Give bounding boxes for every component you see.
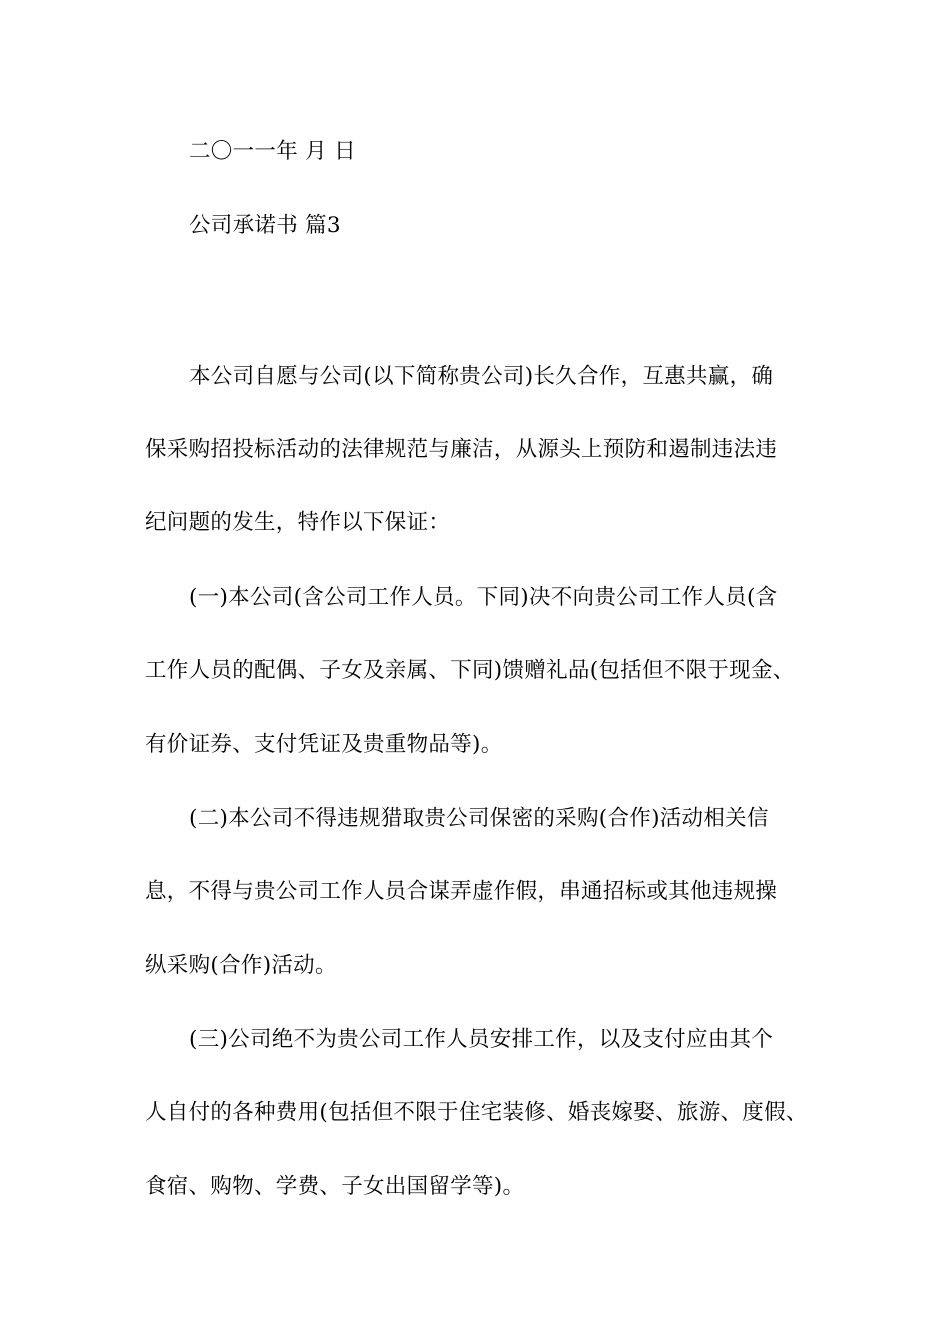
paragraph-line: 有价证券、支付凭证及贵重物品等)。 <box>145 732 503 757</box>
paragraph-line: (一)本公司(含公司工作人员。下同)决不向贵公司工作人员(含 <box>189 585 778 610</box>
paragraph-line: 息，不得与贵公司工作人员合谋弄虚作假，串通招标或其他违规操 <box>145 879 778 904</box>
paragraph-line: 纪问题的发生，特作以下保证： <box>145 510 451 535</box>
date-line: 二〇一一年 月 日 <box>189 139 356 164</box>
paragraph-line: (二)本公司不得违规猎取贵公司保密的采购(合作)活动相关信 <box>189 806 769 831</box>
paragraph-line: 食宿、购物、学费、子女出国留学等)。 <box>145 1174 525 1199</box>
paragraph-line: 人自付的各种费用(包括但不限于住宅装修、婚丧嫁娶、旅游、度假、 <box>145 1100 808 1125</box>
paragraph-line: 保采购招投标活动的法律规范与廉洁，从源头上预防和遏制违法违 <box>145 437 778 462</box>
paragraph-line: (三)公司绝不为贵公司工作人员安排工作，以及支付应由其个 <box>189 1027 774 1052</box>
paragraph-line: 纵采购(合作)活动。 <box>145 953 337 978</box>
section-heading: 公司承诺书 篇3 <box>189 213 341 238</box>
paragraph-line: 本公司自愿与公司(以下简称贵公司)长久合作，互惠共赢，确 <box>189 364 774 389</box>
paragraph-line: 工作人员的配偶、子女及亲属、下同)馈赠礼品(包括但不限于现金、 <box>145 658 795 683</box>
